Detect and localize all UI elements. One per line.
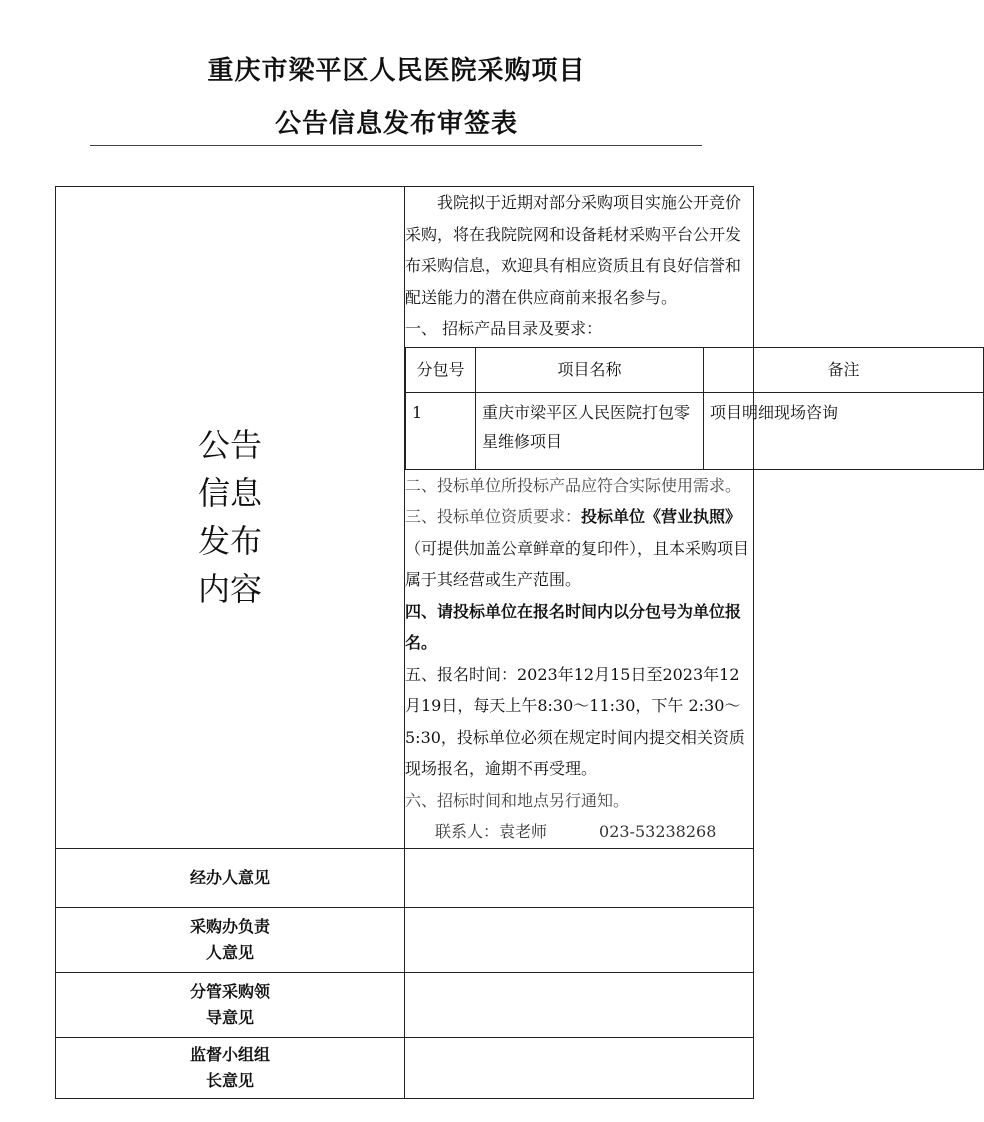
supervision-leader-opinion-field[interactable] — [405, 1037, 754, 1098]
header-project-name: 项目名称 — [476, 347, 704, 392]
announcement-label: 公告 信息 发布 内容 — [56, 187, 405, 849]
approval-form — [55, 186, 860, 1099]
section-5: 五、报名时间：2023年12月15日至2023年12月19日，每天上午8:30～11:30，下午 2:30～5:30，投标单位必须在规定时间内提交相关资质现场报名，逾期不再受理。 — [405, 664, 745, 778]
purchasing-office-opinion-label: 采购办负责人意见 — [56, 907, 405, 972]
contact-person: 联系人：袁老师 — [435, 822, 548, 841]
procurement-leader-opinion-field[interactable] — [405, 972, 754, 1037]
cell-remark: 项目明细现场咨询 — [704, 392, 984, 469]
supervision-leader-opinion-label: 监督小组组长意见 — [56, 1037, 405, 1098]
handler-opinion-label: 经办人意见 — [56, 848, 405, 907]
contact-phone: 023-53238268 — [599, 822, 717, 841]
title-divider — [90, 145, 702, 146]
contact-line — [405, 816, 753, 848]
table-row — [406, 392, 984, 469]
cell-project-name: 重庆市梁平区人民医院打包零星维修项目 — [476, 392, 704, 469]
document-subtitle: 公告信息发布审签表 — [274, 109, 518, 139]
section-4: 四、请投标单位在报名时间内以分包号为单位报名。 — [405, 601, 742, 652]
header-package-no: 分包号 — [406, 347, 476, 392]
section-3: 三、投标单位资质要求：投标单位《营业执照》（可提供加盖公章鲜章的复印件），且本采购项目属于其经营或生产范围。 — [405, 507, 750, 589]
header-remark: 备注 — [704, 347, 984, 392]
section-2: 二、投标单位所投标产品应符合实际使用需求。 — [405, 475, 742, 495]
handler-opinion-field[interactable] — [405, 848, 754, 907]
product-table — [405, 347, 984, 470]
cell-package-no: 1 — [406, 392, 476, 469]
section-1: 一、 招标产品目录及要求： — [405, 319, 603, 338]
intro-paragraph: 我院拟于近期对部分采购项目实施公开竞价采购，将在我院院网和设备耗材采购平台公开发布采购信息，欢迎具有相应资质且有良好信誉和配送能力的潜在供应商前来报名参与。 — [405, 193, 742, 307]
document-title: 重庆市梁平区人民医院采购项目 — [207, 56, 586, 86]
purchasing-office-opinion-field[interactable] — [405, 907, 754, 972]
product-table-header — [406, 347, 984, 392]
announcement-content — [405, 187, 860, 849]
section-6: 六、招标时间和地点另行通知。 — [405, 790, 630, 810]
procurement-leader-opinion-label: 分管采购领导意见 — [56, 972, 405, 1037]
